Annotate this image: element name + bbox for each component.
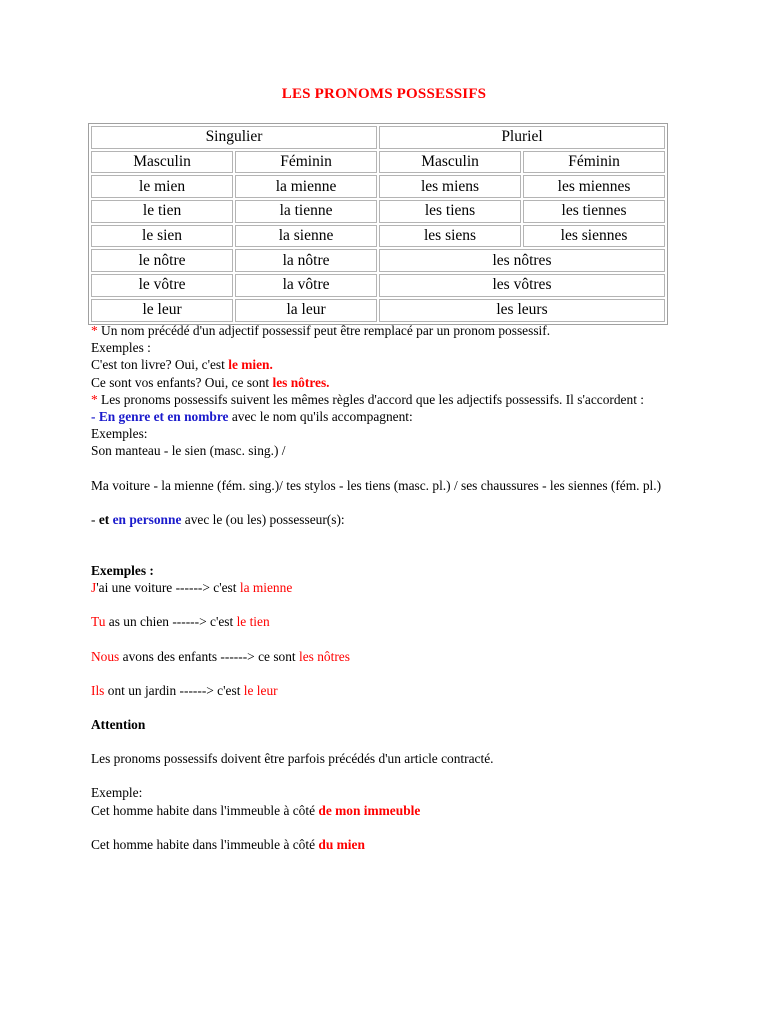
rule-2: * Les pronoms possessifs suivent les mêmes règles d'accord que les adjectifs possessifs. Il s'accordent : — [91, 391, 644, 407]
exemples-label-3: Exemples : — [91, 563, 154, 579]
table-cell: les miens — [379, 175, 521, 198]
table-cell: les miennes — [523, 175, 665, 198]
table-cell: les tiennes — [523, 200, 665, 223]
header-masculin-plur: Masculin — [379, 151, 521, 174]
asterisk: * — [91, 391, 98, 407]
table-cell: les vôtres — [379, 274, 665, 297]
homme-example-2: Cet homme habite dans l'immeuble à côté du mien — [91, 836, 365, 852]
table-row — [91, 225, 665, 248]
table-row — [91, 200, 665, 223]
header-singulier: Singulier — [91, 126, 377, 149]
table-group-header-row — [91, 126, 665, 149]
table-cell: la mienne — [235, 175, 377, 198]
table-row — [91, 299, 665, 322]
table-cell: la sienne — [235, 225, 377, 248]
asterisk: * — [91, 323, 98, 338]
table-row — [91, 249, 665, 272]
table-cell: le sien — [91, 225, 233, 248]
contracte-line: Les pronoms possessifs doivent être parfois précédés d'un article contracté. — [91, 751, 494, 767]
personne-example-4: Ils ont un jardin ------> c'est le leur — [91, 682, 278, 698]
explanation-text — [91, 322, 671, 853]
table-cell: les leurs — [379, 299, 665, 322]
example-1: C'est ton livre? Oui, c'est le mien. — [91, 357, 273, 373]
personne-example-3: Nous avons des enfants ------> ce sont les nôtres — [91, 648, 350, 664]
table-cell: le tien — [91, 200, 233, 223]
example-2: Ce sont vos enfants? Oui, ce sont les nôtres. — [91, 374, 330, 390]
manteau-example: Son manteau - le sien (masc. sing.) / — [91, 443, 286, 459]
table-cell: la vôtre — [235, 274, 377, 297]
table-row — [91, 274, 665, 297]
homme-example-1: Cet homme habite dans l'immeuble à côté de mon immeuble — [91, 802, 421, 818]
exemples-label: Exemples : — [91, 340, 151, 356]
table-cell: le mien — [91, 175, 233, 198]
table-cell: le vôtre — [91, 274, 233, 297]
possessive-pronouns-table — [88, 123, 668, 325]
rule-1: * Un nom précédé d'un adjectif possessif peut être remplacé par un pronom possessif. — [91, 323, 551, 338]
header-feminin-sing: Féminin — [235, 151, 377, 174]
table-cell: les siennes — [523, 225, 665, 248]
header-pluriel: Pluriel — [379, 126, 665, 149]
personne-line: - et en personne avec le (ou les) possesseur(s): — [91, 511, 345, 527]
exemple-label: Exemple: — [91, 785, 143, 801]
table-row — [91, 175, 665, 198]
table-cell: la nôtre — [235, 249, 377, 272]
table-cell: les siens — [379, 225, 521, 248]
personne-example-1: J'ai une voiture ------> c'est la mienne — [91, 580, 293, 596]
genre-nombre-line: - En genre et en nombre avec le nom qu'ils accompagnent: — [91, 409, 413, 425]
table-cell: le leur — [91, 299, 233, 322]
table-sub-header-row — [91, 151, 665, 174]
exemples-label-2: Exemples: — [91, 426, 148, 442]
header-feminin-plur: Féminin — [523, 151, 665, 174]
personne-example-2: Tu as un chien ------> c'est le tien — [91, 614, 270, 630]
table-cell: les tiens — [379, 200, 521, 223]
attention-heading: Attention — [91, 717, 146, 733]
table-cell: la tienne — [235, 200, 377, 223]
header-masculin-sing: Masculin — [91, 151, 233, 174]
table-cell: la leur — [235, 299, 377, 322]
table-cell: les nôtres — [379, 249, 665, 272]
page-title: LES PRONOMS POSSESSIFS — [281, 86, 487, 102]
voiture-example: Ma voiture - la mienne (fém. sing.)/ tes stylos - les tiens (masc. pl.) / ses chaussures - les siennes (fém. pl.) — [91, 477, 662, 493]
table-cell: le nôtre — [91, 249, 233, 272]
